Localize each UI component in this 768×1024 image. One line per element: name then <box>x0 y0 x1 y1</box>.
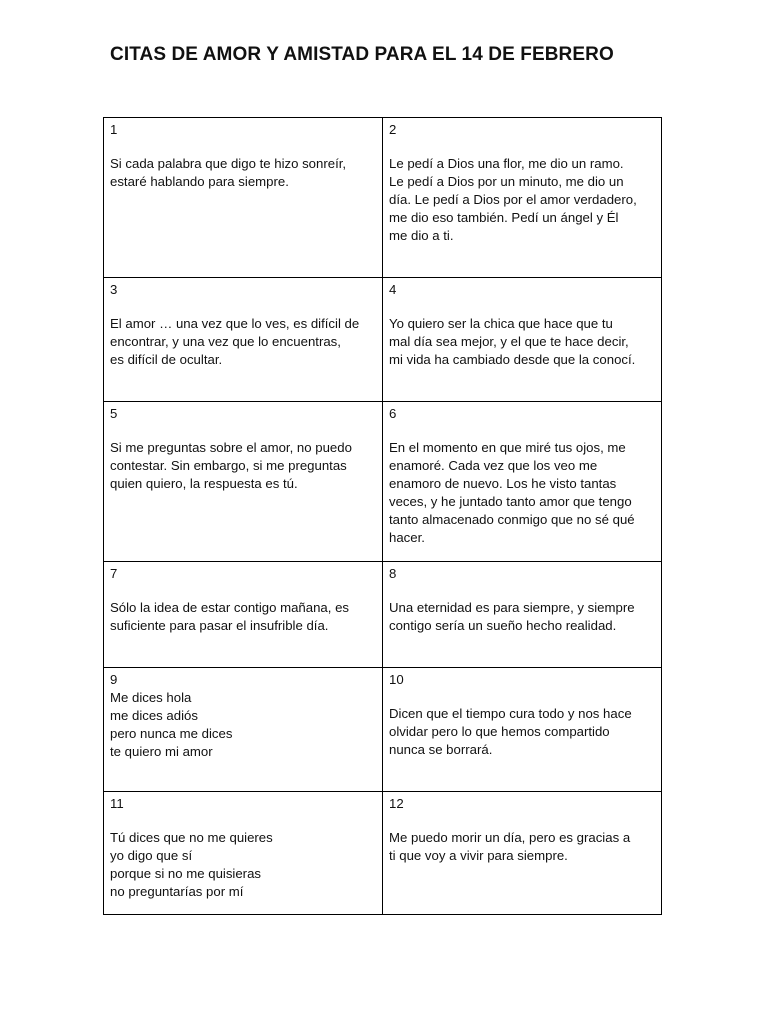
spacer <box>389 299 655 315</box>
quote-text: Sólo la idea de estar contigo mañana, es suficiente para pasar el insufrible día. <box>110 600 349 633</box>
spacer <box>389 813 655 829</box>
quote-text: El amor … una vez que lo ves, es difícil de encontrar, y una vez que lo encuentras, es difícil de ocultar. <box>110 316 360 367</box>
quote-cell <box>104 562 383 668</box>
quote-cell <box>104 118 383 278</box>
quote-cell <box>383 278 662 402</box>
quote-row <box>104 562 662 668</box>
quote-number: 4 <box>389 282 397 297</box>
quote-number: 3 <box>110 282 118 297</box>
quote-cell <box>383 402 662 562</box>
quote-text: Si cada palabra que digo te hizo sonreír, estaré hablando para siempre. <box>110 156 347 189</box>
quote-number: 6 <box>389 406 397 421</box>
quote-cell <box>383 562 662 668</box>
quote-number: 1 <box>110 122 118 137</box>
quote-text: Me dices hola me dices adiós pero nunca me dices te quiero mi amor <box>110 690 233 759</box>
spacer <box>389 139 655 155</box>
quote-text: Yo quiero ser la chica que hace que tu mal día sea mejor, y el que te hace decir, mi vida ha cambiado desde que la conocí. <box>389 316 636 367</box>
spacer <box>110 299 376 315</box>
quote-number: 5 <box>110 406 118 421</box>
page-title: CITAS DE AMOR Y AMISTAD PARA EL 14 DE FEBRERO <box>110 44 614 65</box>
quote-text: Una eternidad es para siempre, y siempre contigo sería un sueño hecho realidad. <box>389 600 635 633</box>
quote-cell <box>104 278 383 402</box>
quote-number: 10 <box>389 672 404 687</box>
quote-number: 9 <box>110 672 118 687</box>
quote-cell <box>383 792 662 915</box>
quote-text: Si me preguntas sobre el amor, no puedo contestar. Sin embargo, si me preguntas quien quiero, la respuesta es tú. <box>110 440 352 491</box>
quote-text: Dicen que el tiempo cura todo y nos hace olvidar pero lo que hemos compartido nunca se borrará. <box>389 706 632 757</box>
quote-text: Le pedí a Dios una flor, me dio un ramo. Le pedí a Dios por un minuto, me dio un día. Le pedí a Dios por el amor verdadero, me dio eso también. Pedí un ángel y Él me dio a ti. <box>389 156 637 243</box>
quote-cell <box>104 668 383 792</box>
spacer <box>389 583 655 599</box>
quote-number: 8 <box>389 566 397 581</box>
quote-row <box>104 118 662 278</box>
quote-number: 12 <box>389 796 404 811</box>
spacer <box>389 423 655 439</box>
quote-number: 7 <box>110 566 118 581</box>
quotes-table-body <box>104 118 662 915</box>
quote-row <box>104 668 662 792</box>
quote-row <box>104 402 662 562</box>
quote-cell <box>104 402 383 562</box>
spacer <box>110 423 376 439</box>
quote-number: 2 <box>389 122 397 137</box>
quotes-table <box>103 117 662 915</box>
quote-cell <box>383 118 662 278</box>
spacer <box>389 689 655 705</box>
quote-text: En el momento en que miré tus ojos, me enamoré. Cada vez que los veo me enamoro de nuevo. Los he visto tantas veces, y he juntado tanto amor que tengo tanto almacenado conmigo que no sé qué hacer. <box>389 440 635 545</box>
quote-text: Me puedo morir un día, pero es gracias a ti que voy a vivir para siempre. <box>389 830 631 863</box>
quote-cell <box>383 668 662 792</box>
quote-number: 11 <box>110 796 124 811</box>
quote-text: Tú dices que no me quieres yo digo que sí porque si no me quisieras no preguntarías por mí <box>110 830 273 899</box>
spacer <box>110 583 376 599</box>
quote-row <box>104 792 662 915</box>
quote-row <box>104 278 662 402</box>
quote-cell <box>104 792 383 915</box>
spacer <box>110 813 376 829</box>
spacer <box>110 139 376 155</box>
